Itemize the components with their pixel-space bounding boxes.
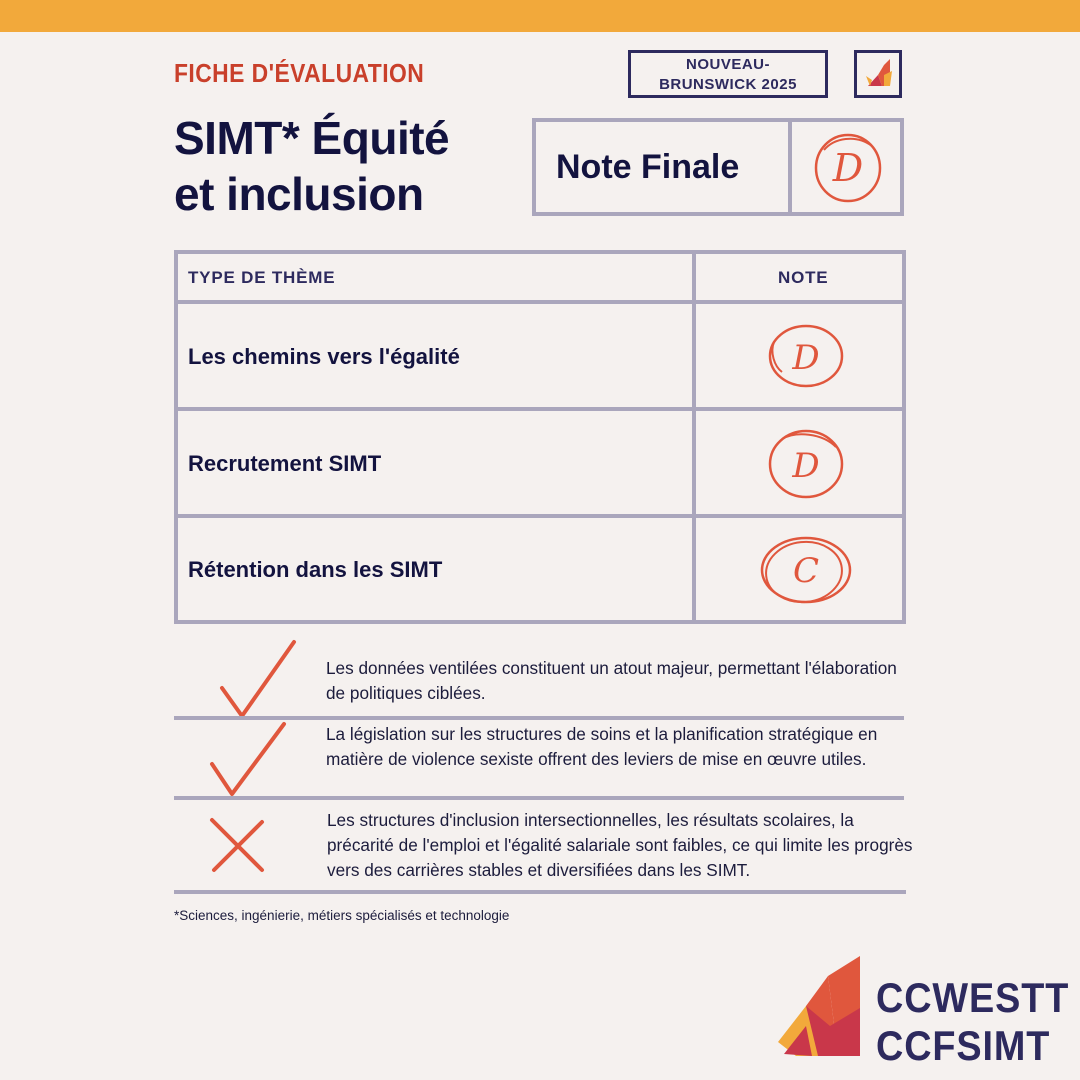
- point-text: Les structures d'inclusion intersectionnelles, les résultats scolaires, la précarité de l'emploi et l'égalité salariale sont faibles, ce qui limite les progrès vers des carrières stables et diversifiées dans les SIMT.: [327, 810, 913, 880]
- grade-circle: [762, 320, 852, 390]
- top-accent-bar: [0, 0, 1080, 32]
- final-grade-box: [532, 118, 904, 216]
- table-border: [174, 620, 906, 624]
- footnote: *Sciences, ingénierie, métiers spécialisés et technologie: [174, 908, 510, 923]
- table-row-divider: [174, 300, 906, 304]
- grade-circle: [762, 427, 852, 501]
- mini-logo-badge: [854, 50, 902, 98]
- table-row-theme: Rétention dans les SIMT: [188, 557, 443, 582]
- grades-table: [174, 250, 906, 624]
- table-column-divider: [692, 250, 696, 624]
- brand-wordmark: [876, 974, 1080, 1070]
- point-text: La législation sur les structures de soins et la planification stratégique en matière de violence sexiste offrent des leviers de mise en œuvre utiles.: [326, 724, 878, 769]
- point-separator: [174, 796, 904, 800]
- table-header-theme: TYPE DE THÈME: [188, 268, 336, 287]
- region-badge: [628, 50, 828, 98]
- final-grade-label: Note Finale: [556, 148, 740, 186]
- ccwestt-logo-icon: [778, 956, 868, 1058]
- table-row-theme: Les chemins vers l'égalité: [188, 344, 460, 369]
- region-line-2: BRUNSWICK 2025: [659, 76, 797, 93]
- title-line-2: et inclusion: [174, 168, 424, 220]
- grade-letter: D: [792, 446, 820, 486]
- table-border: [174, 250, 178, 624]
- maple-leaf-icon: [857, 53, 899, 95]
- page-kicker: FICHE D'ÉVALUATION: [174, 58, 425, 88]
- point-text: Les données ventilées constituent un atout majeur, permettant l'élaboration de politiques ciblées.: [326, 658, 897, 703]
- check-icon: [216, 636, 300, 722]
- table-border: [174, 250, 906, 254]
- table-row-divider: [174, 407, 906, 411]
- table-row-divider: [174, 514, 906, 518]
- brand-line-1: CCWESTT: [876, 974, 1070, 1021]
- final-divider: [788, 122, 792, 212]
- check-icon: [206, 718, 290, 802]
- table-header-grade: NOTE: [778, 268, 829, 287]
- grade-letter: D: [792, 338, 820, 378]
- region-line-1: NOUVEAU-: [685, 56, 770, 73]
- final-grade-circle: [806, 128, 890, 208]
- title-line-1: SIMT* Équité: [174, 112, 450, 164]
- table-row-theme: Recrutement SIMT: [188, 451, 382, 476]
- point-separator: [174, 890, 906, 894]
- final-grade-letter: D: [832, 146, 864, 190]
- grade-circle: [754, 532, 858, 608]
- cross-icon: [206, 814, 268, 876]
- page-title: [174, 110, 449, 222]
- grade-letter: C: [792, 551, 820, 591]
- brand-line-2: CCFSIMT: [876, 1022, 1051, 1069]
- table-border: [902, 250, 906, 624]
